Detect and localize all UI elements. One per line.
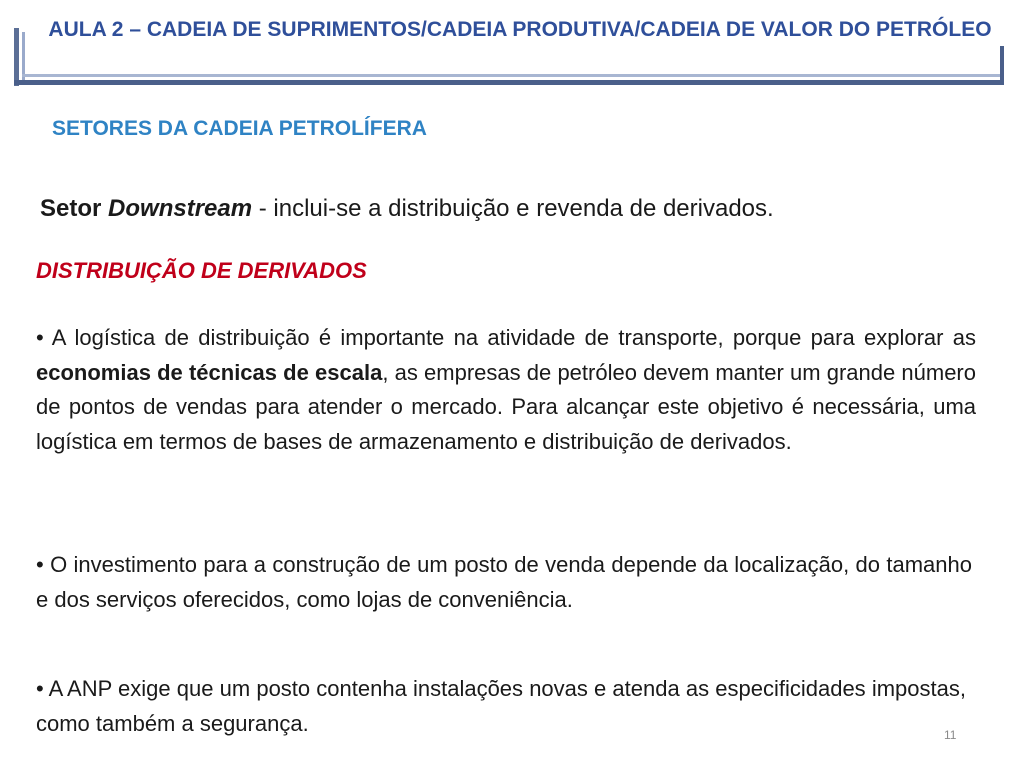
frame-left-bar bbox=[14, 28, 19, 86]
setor-downstream-line bbox=[40, 195, 774, 223]
page-number: 11 bbox=[944, 728, 957, 742]
bullet-marker: • bbox=[36, 552, 44, 577]
setor-description: - inclui-se a distribuição e revenda de derivados. bbox=[252, 195, 774, 222]
bullet-marker: • bbox=[36, 325, 44, 350]
setor-label: Setor bbox=[40, 195, 102, 222]
section-title: SETORES DA CADEIA PETROLÍFERA bbox=[52, 117, 427, 140]
bullet-paragraph-logistica bbox=[36, 321, 976, 459]
frame-bottom-inner-bar bbox=[22, 74, 1004, 77]
bullet-emphasis: economias de técnicas de escala bbox=[36, 359, 383, 385]
frame-right-bar bbox=[1000, 46, 1004, 85]
bullet-text: O investimento para a construção de um posto de venda depende da localização, do tamanho e dos serviços oferecidos, como lojas de conveniência. bbox=[36, 552, 972, 612]
downstream-term: Downstream bbox=[108, 195, 253, 222]
bullet-paragraph-investimento bbox=[36, 548, 972, 617]
bullet-marker: • bbox=[36, 676, 44, 701]
slide-title: AULA 2 – CADEIA DE SUPRIMENTOS/CADEIA PRODUTIVA/CADEIA DE VALOR DO PETRÓLEO bbox=[48, 18, 992, 41]
bullet-paragraph-anp bbox=[36, 672, 966, 741]
frame-bottom-bar bbox=[14, 80, 1004, 85]
bullet-text-part: , as empresas de petróleo devem manter um grande número de pontos de vendas para atender o mercado. Para alcançar este objetivo é necessária, uma logística em termos de bases de armazenamento e distribuição de derivados. bbox=[36, 359, 976, 454]
subheading-distribuicao: DISTRIBUIÇÃO DE DERIVADOS bbox=[36, 258, 367, 283]
bullet-text-part: A logística de distribuição é importante na atividade de transporte, porque para explorar as bbox=[51, 325, 976, 350]
bullet-text: A ANP exige que um posto contenha instalações novas e atenda as especificidades impostas, como também a segurança. bbox=[36, 676, 966, 736]
